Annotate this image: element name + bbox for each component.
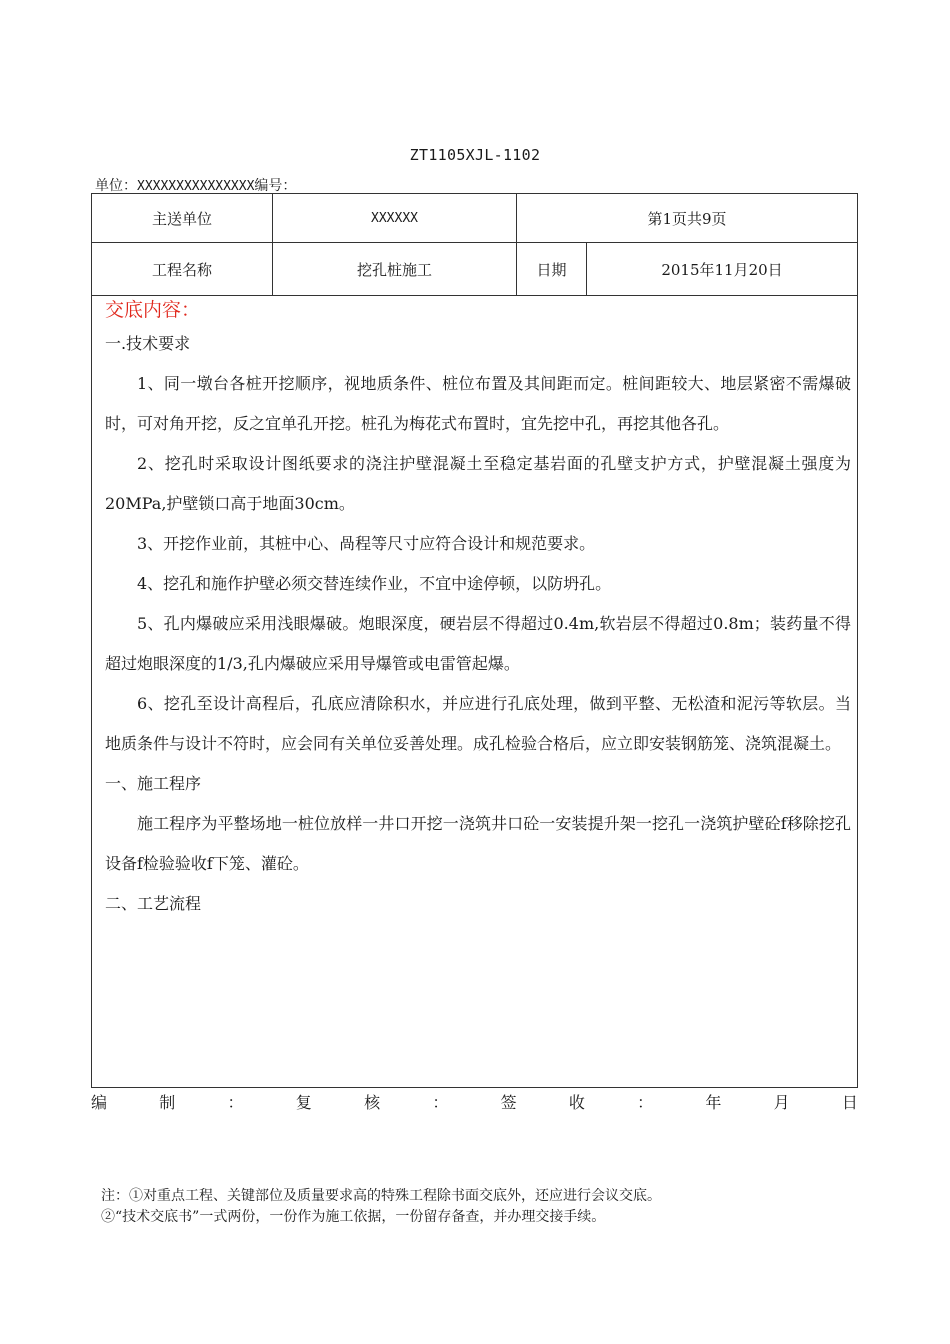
footnote (101, 1186, 761, 1228)
sig-char: ： (432, 1093, 449, 1112)
procedure-heading: 一、施工程序 (105, 774, 202, 793)
tech-item: 1、同一墩台各桩开挖顺序，视地质条件、桩位布置及其间距而定。桩间距较大、地层紧密不需爆破时，可对角开挖，反之宜单孔开挖。桩孔为梅花式布置时，宜先挖中孔，再挖其他各孔。 (105, 374, 851, 433)
note-2: ②“技术交底书”一式两份，一份作为施工依据，一份留存备查，并办理交接手续。 (101, 1209, 606, 1225)
sig-char: 日 (841, 1093, 858, 1112)
sig-char: 收 (568, 1093, 585, 1112)
flow-heading: 二、工艺流程 (105, 894, 202, 913)
sender-value: XXXXXX (371, 210, 418, 226)
tech-item: 2、挖孔时采取设计图纸要求的浇注护壁混凝土至稳定基岩面的孔壁支护方式，护壁混凝土强度为20MPa,护壁锁口高于地面30cm。 (105, 454, 851, 513)
unit-line (95, 175, 296, 195)
document-code: ZT1105XJL-1102 (409, 146, 541, 164)
sender-label: 主送单位 (151, 209, 212, 228)
project-value: 挖孔桩施工 (356, 260, 432, 279)
sig-char: ： (637, 1093, 654, 1112)
unit-label: 单位： (95, 178, 137, 194)
date-value: 2015年11月20日 (661, 260, 783, 279)
section-title: 交底内容： (105, 299, 201, 321)
sig-char: 编 (91, 1093, 108, 1112)
date-label: 日期 (536, 260, 567, 279)
sig-char: 复 (295, 1093, 312, 1112)
unit-value: XXXXXXXXXXXXXXX (137, 179, 255, 194)
sig-char: 制 (159, 1093, 176, 1112)
sig-char: 年 (705, 1093, 722, 1112)
sig-char: 月 (773, 1093, 790, 1112)
sig-char: 核 (364, 1093, 381, 1112)
tech-item: 4、挖孔和施作护壁必须交替连续作业，不宜中途停顿，以防坍孔。 (137, 574, 612, 593)
tech-item: 6、挖孔至设计高程后，孔底应清除积水，并应进行孔底处理，做到平整、无松渣和泥污等软层。当地质条件与设计不符时，应会同有关单位妥善处理。成孔检验合格后，应立即安装钢筋笼、浇筑混凝土。 (105, 694, 851, 753)
sig-char: ： (227, 1093, 244, 1112)
project-label: 工程名称 (151, 260, 212, 279)
tech-heading: 一.技术要求 (105, 334, 191, 353)
procedure-text: 施工程序为平整场地一桩位放样一井口开挖一浇筑井口砼一安装提升架一挖孔一浇筑护壁砼f移除挖孔设备f检验验收f下笼、灌砼。 (105, 814, 851, 873)
disclosure-content (105, 296, 851, 924)
tech-item: 5、孔内爆破应采用浅眼爆破。炮眼深度，硬岩层不得超过0.4m,软岩层不得超过0.8m；装药量不得超过炮眼深度的1/3,孔内爆破应采用导爆管或电雷管起爆。 (105, 614, 851, 673)
note-1: 注：①对重点工程、关键部位及质量要求高的特殊工程除书面交底外，还应进行会议交底。 (101, 1188, 661, 1204)
sig-char: 签 (500, 1093, 517, 1112)
tech-item: 3、开挖作业前，其桩中心、咼程等尺寸应符合设计和规范要求。 (137, 534, 596, 553)
signature-row (91, 1090, 858, 1112)
disclosure-form (91, 193, 858, 1088)
number-label: 编号： (254, 178, 297, 194)
page-info: 第1页共9页 (647, 209, 727, 228)
